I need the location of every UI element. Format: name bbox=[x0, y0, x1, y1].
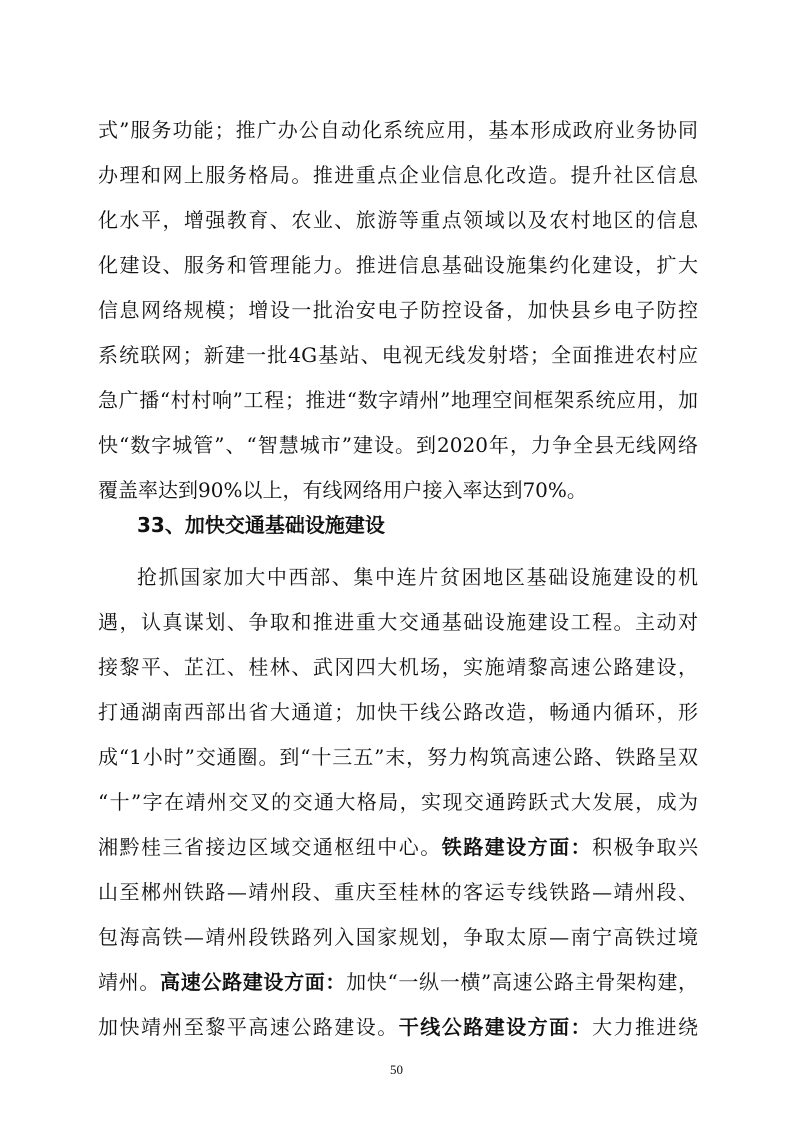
text-run: 加快靖州至黎平高速公路建设。 bbox=[98, 1015, 399, 1039]
text-run: 加快“一纵一横”高速公路主骨架构建， bbox=[346, 970, 699, 994]
text-line bbox=[98, 832, 698, 862]
text-line: 抢抓国家加大中西部、集中连片贫困地区基础设施建设的机 bbox=[137, 565, 698, 589]
text-line: 系统联网；新建一批4G基站、电视无线发射塔；全面推进农村应 bbox=[98, 343, 698, 367]
text-line: 打通湖南西部出省大通道；加快干线公路改造，畅通内循环，形 bbox=[98, 700, 698, 724]
text-line: 化建设、服务和管理能力。推进信息基础设施集约化建设，扩大 bbox=[98, 253, 698, 277]
text-line: “十”字在靖州交叉的交通大格局，实现交通跨跃式大发展，成为 bbox=[98, 790, 698, 814]
text-run: 湘黔桂三省接边区域交通枢纽中心。 bbox=[98, 835, 442, 859]
text-line: 包海高铁—靖州段铁路列入国家规划，争取太原—南宁高铁过境 bbox=[98, 925, 698, 949]
text-line bbox=[98, 1012, 698, 1042]
text-line: 式”服务功能；推广办公自动化系统应用，基本形成政府业务协同 bbox=[98, 118, 698, 142]
text-line: 覆盖率达到90%以上，有线网络用户接入率达到70%。 bbox=[98, 478, 587, 502]
bold-subheading: 高速公路建设方面： bbox=[160, 970, 347, 994]
text-run: 靖州。 bbox=[98, 970, 161, 994]
section-heading: 33、加快交通基础设施建设 bbox=[137, 513, 385, 537]
text-line: 办理和网上服务格局。推进重点企业信息化改造。提升社区信息 bbox=[98, 163, 698, 187]
text-line: 成“1小时”交通圈。到“十三五”末，努力构筑高速公路、铁路呈双 bbox=[98, 745, 698, 769]
text-line: 信息网络规模；增设一批治安电子防控设备，加快县乡电子防控 bbox=[98, 298, 698, 322]
text-line: 接黎平、芷江、桂林、武冈四大机场，实施靖黎高速公路建设， bbox=[98, 655, 698, 679]
text-line bbox=[98, 967, 698, 997]
text-line: 化水平，增强教育、农业、旅游等重点领域以及农村地区的信息 bbox=[98, 208, 698, 232]
text-line: 遇，认真谋划、争取和推进重大交通基础设施建设工程。主动对 bbox=[98, 610, 698, 634]
text-line: 急广播“村村响”工程；推进“数字靖州”地理空间框架系统应用，加 bbox=[98, 388, 698, 412]
bold-subheading: 干线公路建设方面： bbox=[398, 1015, 593, 1039]
text-run: 大力推进绕 bbox=[592, 1015, 699, 1039]
text-line: 快“数字城管”、“智慧城市”建设。到2020年，力争全县无线网络 bbox=[98, 433, 698, 457]
page-number: 50 bbox=[390, 1062, 403, 1077]
text-run: 积极争取兴 bbox=[592, 835, 699, 859]
text-line: 山至郴州铁路—靖州段、重庆至桂林的客运专线铁路—靖州段、 bbox=[98, 880, 698, 904]
bold-subheading: 铁路建设方面： bbox=[441, 835, 593, 859]
